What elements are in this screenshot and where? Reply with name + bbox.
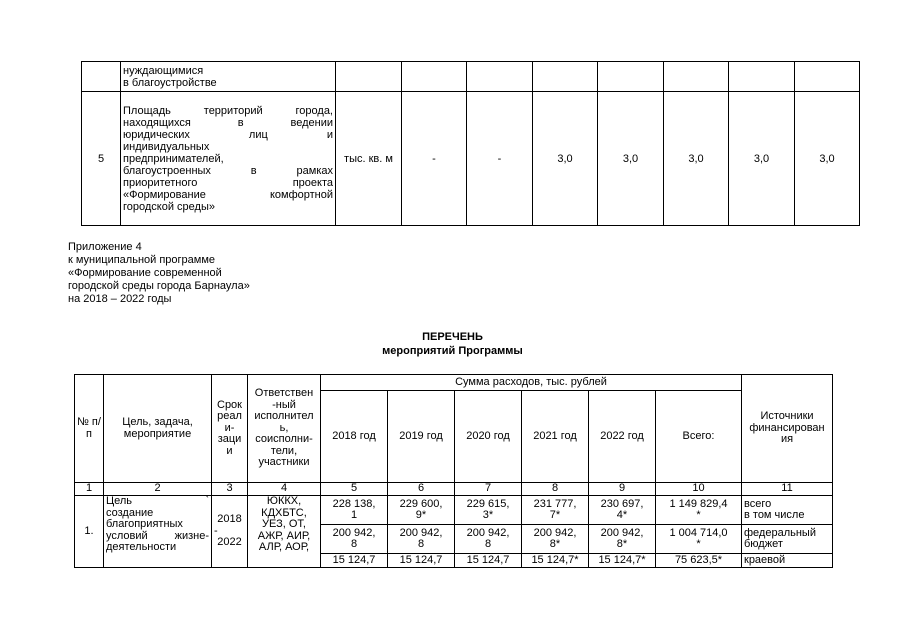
term-cell: [212, 496, 248, 568]
value-cell: 3,0: [664, 92, 729, 226]
unit-cell: тыс. кв. м: [336, 92, 402, 226]
row-number-cell: [82, 62, 121, 92]
goal-line: деятельности: [106, 541, 177, 553]
value-cell: [729, 62, 795, 92]
name-line: предпринимателей,: [123, 152, 224, 165]
goal-line: Цель `: [106, 495, 209, 507]
appendix-line: «Формирование современной: [68, 267, 222, 279]
responsible-line: ЮККХ,: [266, 495, 302, 507]
value-cell: [467, 62, 533, 92]
source-line: федеральный: [744, 526, 816, 539]
indicator-name-cell: [121, 92, 336, 226]
source-cell: [742, 525, 833, 554]
term-line: -: [214, 524, 218, 537]
table-row: [75, 496, 833, 525]
value-cell: [664, 62, 729, 92]
value-cell: -: [402, 92, 467, 226]
name-line: «Формирование комфортной: [123, 188, 333, 201]
name-line: Площадь территорий города,: [123, 104, 333, 117]
column-number: 1: [75, 483, 104, 496]
amount-cell: [656, 525, 742, 554]
appendix-line: к муниципальной программе: [68, 254, 216, 266]
amount-line: *: [696, 538, 701, 550]
table-row: [82, 62, 860, 92]
responsible-line: УЕЗ, ОТ,: [262, 518, 306, 530]
amount-cell: [522, 525, 589, 554]
amount-cell: [455, 525, 522, 554]
name-line: индивидуальных: [123, 140, 210, 153]
amount-cell: 15 124,7*: [522, 554, 589, 568]
amount-cell: [589, 525, 656, 554]
amount-cell: [455, 496, 522, 525]
name-line: городской среды»: [123, 200, 215, 213]
header-number: № п/п: [75, 375, 104, 483]
unit-cell: [336, 62, 402, 92]
appendix-note: [68, 241, 250, 306]
responsible-cell: [248, 496, 321, 568]
source-cell: краевой: [742, 554, 833, 568]
header-sources: Источники финансирован ия: [742, 375, 833, 483]
value-cell: 3,0: [533, 92, 598, 226]
amount-line: 8: [350, 538, 358, 550]
name-line: нуждающимися: [123, 64, 204, 77]
name-line: находящихся в ведении: [123, 116, 333, 129]
responsible-line: АЖР, АИР,: [257, 529, 311, 542]
value-cell: [402, 62, 467, 92]
row-number-cell: 5: [82, 92, 121, 226]
measures-table: [74, 374, 833, 568]
amount-cell: [388, 525, 455, 554]
amount-line: 7*: [549, 509, 561, 521]
appendix-line: городской среды города Барнаула»: [68, 280, 250, 292]
column-numbers-row: [75, 483, 833, 496]
header-year-2018: 2018 год: [321, 391, 388, 483]
document-subtitle: мероприятий Программы: [382, 345, 523, 357]
value-cell: -: [467, 92, 533, 226]
amount-cell: 75 623,5*: [656, 554, 742, 568]
row-number-cell: 1.: [75, 496, 104, 568]
appendix-line: на 2018 – 2022 годы: [68, 293, 172, 305]
amount-line: 200 942,: [399, 526, 443, 539]
amount-cell: [388, 496, 455, 525]
goal-line: создание: [106, 506, 154, 519]
amount-line: 228 138,: [332, 497, 376, 510]
amount-line: 229 600,: [399, 497, 443, 510]
amount-line: 1: [350, 509, 358, 521]
amount-line: 8: [417, 538, 425, 550]
column-number: 4: [248, 483, 321, 496]
document-title: ПЕРЕЧЕНЬ: [422, 331, 483, 343]
column-number: 2: [104, 483, 212, 496]
value-cell: 3,0: [795, 92, 860, 226]
amount-line: *: [696, 509, 701, 521]
goal-line: условий жизне-: [106, 529, 209, 542]
amount-cell: [321, 525, 388, 554]
column-number: 7: [455, 483, 522, 496]
amount-line: 9*: [415, 509, 427, 521]
amount-cell: 15 124,7: [388, 554, 455, 568]
header-total: Всего:: [656, 391, 742, 483]
value-cell: [598, 62, 664, 92]
column-number: 5: [321, 483, 388, 496]
name-line: приоритетного проекта: [123, 176, 333, 189]
term-line: 2022: [217, 536, 242, 549]
amount-line: 200 942,: [466, 526, 510, 539]
amount-line: 8*: [616, 538, 628, 550]
source-line: в том числе: [744, 509, 805, 521]
responsible-line: АЛР, АОР,: [258, 541, 310, 553]
amount-cell: [522, 496, 589, 525]
amount-cell: [589, 496, 656, 525]
value-cell: [795, 62, 860, 92]
amount-line: 3*: [482, 509, 494, 521]
header-sum-group: Сумма расходов, тыс. рублей: [321, 375, 742, 391]
header-responsible: Ответствен -ный исполнител ь, соисполни- тели, участники: [248, 375, 321, 483]
amount-cell: 15 124,7: [455, 554, 522, 568]
indicator-name-cell: [121, 62, 336, 92]
header-year-2022: 2022 год: [589, 391, 656, 483]
amount-line: 4*: [616, 509, 628, 521]
header-term: Срок реал и- заци и: [212, 375, 248, 483]
name-line: в благоустройстве: [123, 76, 217, 89]
amount-cell: 15 124,7: [321, 554, 388, 568]
column-number: 3: [212, 483, 248, 496]
amount-line: 231 777,: [533, 497, 577, 510]
name-line: юридических лиц и: [123, 128, 333, 141]
column-number: 8: [522, 483, 589, 496]
header-year-2019: 2019 год: [388, 391, 455, 483]
column-number: 6: [388, 483, 455, 496]
amount-line: 8: [484, 538, 492, 550]
value-cell: [533, 62, 598, 92]
table-header-row: [75, 375, 833, 391]
goal-cell: [104, 496, 212, 568]
amount-line: 200 942,: [533, 526, 577, 539]
column-number: 11: [742, 483, 833, 496]
amount-cell: [321, 496, 388, 525]
amount-line: 8*: [549, 538, 561, 550]
table-row: [82, 92, 860, 226]
source-line: бюджет: [744, 538, 783, 550]
value-cell: 3,0: [729, 92, 795, 226]
source-line: всего: [744, 497, 772, 510]
header-year-2021: 2021 год: [522, 391, 589, 483]
term-line: 2018: [217, 513, 242, 526]
amount-line: 230 697,: [600, 497, 644, 510]
amount-line: 200 942,: [600, 526, 644, 539]
amount-cell: 15 124,7*: [589, 554, 656, 568]
amount-line: 1 004 714,0: [669, 526, 728, 539]
indicators-table: [81, 61, 860, 226]
source-cell: [742, 496, 833, 525]
amount-line: 1 149 829,4: [669, 497, 728, 510]
responsible-line: КДХБТС,: [261, 506, 307, 519]
column-number: 10: [656, 483, 742, 496]
header-goal: Цель, задача, мероприятие: [104, 375, 212, 483]
name-line: благоустроенных в рамках: [123, 164, 333, 177]
appendix-line: Приложение 4: [68, 241, 142, 253]
value-cell: 3,0: [598, 92, 664, 226]
amount-cell: [656, 496, 742, 525]
column-number: 9: [589, 483, 656, 496]
amount-line: 229 615,: [466, 497, 510, 510]
goal-line: благоприятных: [106, 518, 183, 530]
amount-line: 200 942,: [332, 526, 376, 539]
header-year-2020: 2020 год: [455, 391, 522, 483]
